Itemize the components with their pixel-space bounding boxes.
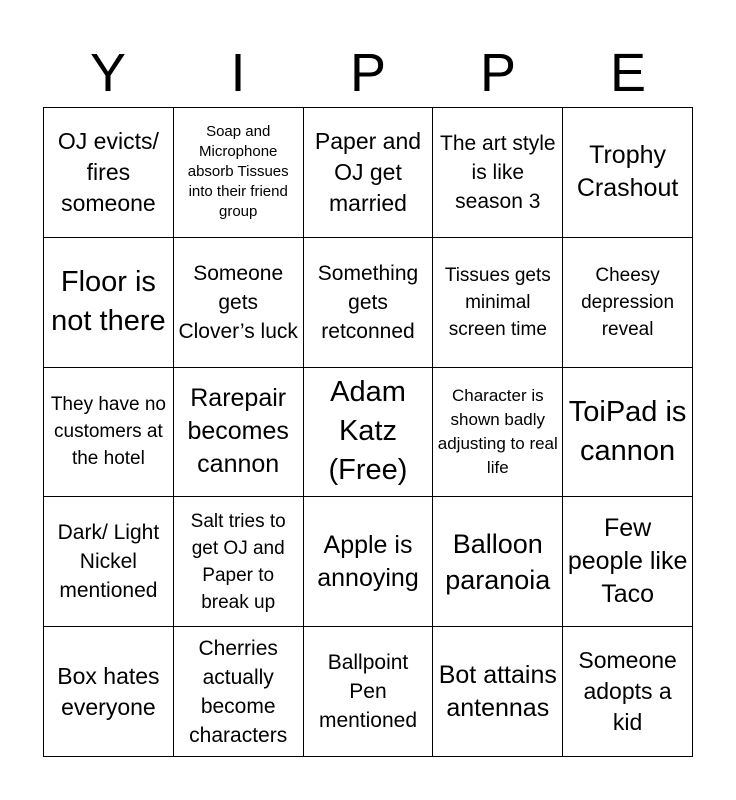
cell-text: Salt tries to get OJ and Paper to break up <box>190 510 286 613</box>
cell-text: Someone gets Clover’s luck <box>178 261 298 343</box>
bingo-cell-r3c5[interactable] <box>563 368 693 498</box>
cell-text: Ballpoint Pen mentioned <box>318 651 418 733</box>
cell-text: Floor is not there <box>51 266 166 338</box>
cell-text: Adam Katz (Free) <box>328 376 408 487</box>
cell-text: Rarepair becomes cannon <box>187 384 289 479</box>
cell-text: Cheesy depression reveal <box>581 264 675 340</box>
cell-text: Paper and OJ get married <box>314 127 422 216</box>
cell-text: Dark/ Light Nickel mentioned <box>57 521 160 603</box>
bingo-cell-r5c4[interactable] <box>433 627 563 757</box>
bingo-title <box>43 40 693 106</box>
title-letter-5: E <box>609 43 647 103</box>
title-letter-1: Y <box>89 43 127 103</box>
title-letter-4: P <box>479 43 517 103</box>
bingo-cell-r3c3[interactable] <box>304 368 434 498</box>
cell-text: Something gets retconned <box>317 261 419 343</box>
bingo-cell-r1c4[interactable] <box>433 108 563 238</box>
bingo-cell-r4c4[interactable] <box>433 497 563 627</box>
bingo-cell-r4c2[interactable] <box>174 497 304 627</box>
cell-text: Trophy Crashout <box>576 141 679 203</box>
cell-text: They have no customers at the hotel <box>50 394 166 470</box>
title-letter-3: P <box>349 43 387 103</box>
bingo-cell-r4c1[interactable] <box>44 497 174 627</box>
title-letter-2: I <box>230 43 246 103</box>
bingo-cell-r3c4[interactable] <box>433 368 563 498</box>
bingo-cell-r2c1[interactable] <box>44 238 174 368</box>
cell-text: Few people like Taco <box>567 514 688 609</box>
cell-text: Soap and Microphone absorb Tissues into their friend group <box>187 123 289 221</box>
bingo-cell-r5c5[interactable] <box>563 627 693 757</box>
cell-text: ToiPad is cannon <box>568 395 687 467</box>
cell-text: Balloon paranoia <box>445 528 551 595</box>
bingo-cell-r1c2[interactable] <box>174 108 304 238</box>
bingo-cell-r1c1[interactable] <box>44 108 174 238</box>
bingo-cell-r5c3[interactable] <box>304 627 434 757</box>
bingo-cell-r5c2[interactable] <box>174 627 304 757</box>
cell-text: Bot attains antennas <box>438 660 557 722</box>
cell-text: Cherries actually become characters <box>189 636 288 747</box>
cell-text: Apple is annoying <box>317 530 419 592</box>
bingo-cell-r3c2[interactable] <box>174 368 304 498</box>
bingo-cell-r1c3[interactable] <box>304 108 434 238</box>
bingo-cell-r2c5[interactable] <box>563 238 693 368</box>
bingo-cell-r4c5[interactable] <box>563 497 693 627</box>
cell-text: Character is shown badly adjusting to real life <box>437 385 558 477</box>
bingo-grid <box>43 107 693 757</box>
bingo-cell-r2c4[interactable] <box>433 238 563 368</box>
bingo-cell-r2c3[interactable] <box>304 238 434 368</box>
cell-text: Someone adopts a kid <box>578 647 677 736</box>
bingo-cell-r5c1[interactable] <box>44 627 174 757</box>
bingo-cell-r2c2[interactable] <box>174 238 304 368</box>
cell-text: Tissues gets minimal screen time <box>444 264 551 340</box>
cell-text: Box hates everyone <box>57 662 160 720</box>
cell-text: OJ evicts/ fires someone <box>57 127 159 216</box>
bingo-cell-r3c1[interactable] <box>44 368 174 498</box>
bingo-cell-r1c5[interactable] <box>563 108 693 238</box>
bingo-cell-r4c3[interactable] <box>304 497 434 627</box>
cell-text: The art style is like season 3 <box>440 131 556 213</box>
